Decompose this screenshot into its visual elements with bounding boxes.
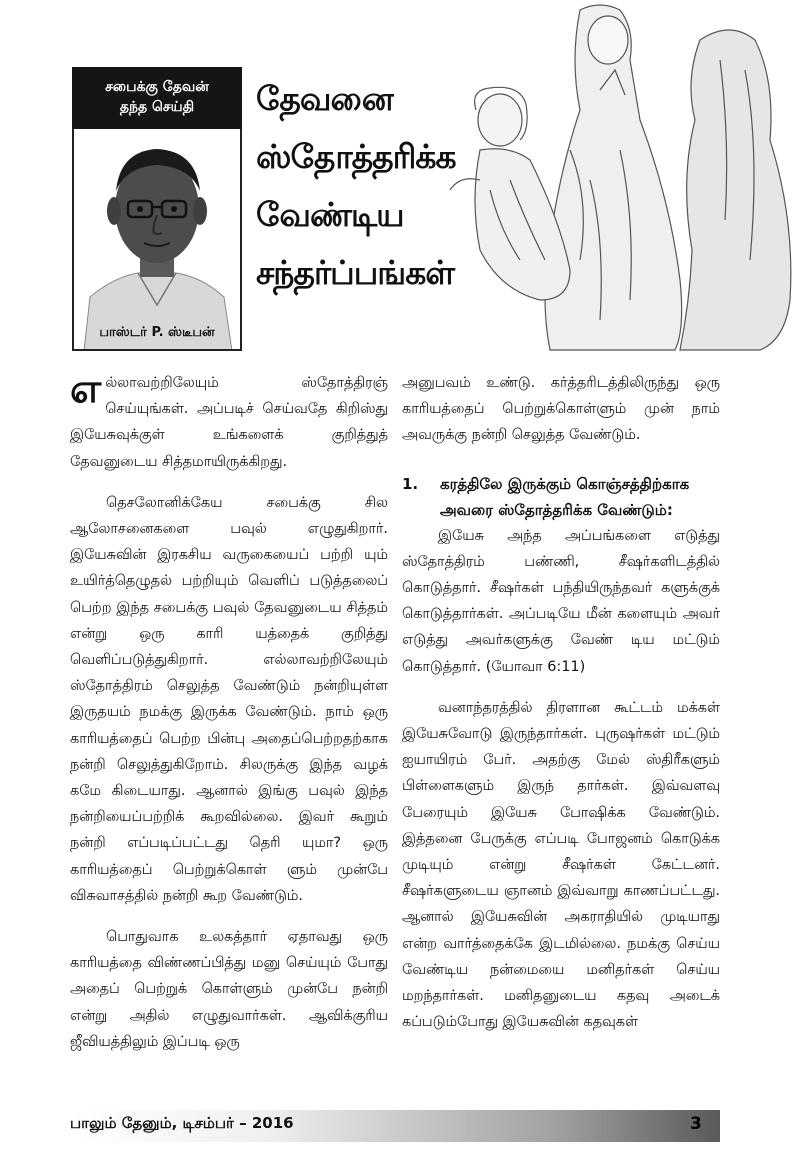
section-heading	[402, 471, 720, 523]
right-paragraph-3: வனாந்தரத்தில் திரளான கூட்டம் மக்கள் இயேசுவோடு இருந்தார்கள். புருஷர்கள் மட்டும் ஐயாயிரம் பேர். அதற்கு மேல் ஸ்திரீகளும் பிள்ளைகளும் இருந் தார்கள். இவ்வளவு பேரையும் இயேசு போஷிக்க வேண்டும். இத்தனை பேருக்கு எப்படி போஜனம் கொடுக்க முடியும் என்று சீஷர்கள் கேட்டனர். சீஷர்களுடைய ஞானம் இவ்வாறு காணப்பட்டது. ஆனால் இயேசுவின் அகராதியில் முடியாது என்ற வார்த்தைக்கே இடமில்லை. நமக்கு செய்ய வேண்டிய நன்மையை மனிதர்கள் செய்ய மறந்தார்கள். மனிதனுடைய கதவு அடைக் கப்படும்போது இயேசுவின் கதவுகள்	[402, 699, 720, 1031]
left-paragraph-2: தெசலோனிக்கேய சபைக்கு சில ஆலோசனைகளை பவுல் எழுதுகிறார். இயேசுவின் இரகசிய வருகையைப் பற்றி யும் உயிர்த்தெழுதல் பற்றியும் வெளிப் படுத்தலைப் பெற்ற இந்த சபைக்கு பவுல் தேவனுடைய சித்தம் என்று ஒரு காரி யத்தைக் குறித்து வெளிப்படுத்துகிறார். எல்லாவற்றிலேயும் ஸ்தோத்திரம் செலுத்த வேண்டும் நன்றியுள்ள இருதயம் நமக்கு இருக்க வேண்டும். நாம் ஒரு காரியத்தைப் பெற்ற பின்பு அதைப்பெற்றதற்காக நன்றி செலுத்துகிறோம். சிலருக்கு இந்த வழக் கமே கிடையாது. ஆனால் இங்கு பவுல் இந்த நன்றியைப்பற்றிக் கூறவில்லை. இவர் கூறும் நன்றி எப்படிப்பட்டது தெரி யுமா? ஒரு காரியத்தைப் பெற்றுக்கொள் ளும் முன்பே விசுவாசத்தில் நன்றி கூற வேண்டும்.	[70, 494, 388, 904]
headline-line-1: தேவனை	[256, 79, 393, 118]
left-paragraph-1	[70, 366, 388, 475]
right-column	[402, 370, 720, 1050]
left-column	[70, 366, 388, 1070]
left-paragraph-3: பொதுவாக உலகத்தார் ஏதாவது ஒரு காரியத்தை விண்ணப்பித்து மனு செய்யும் போது அதைப் பெற்றுக் கொள்ளும் முன்பே நன்றி என்று அதில் எழுதுவார்கள். ஆவிக்குரிய ஜீவியத்திலும் இப்படி ஒரு	[70, 929, 388, 1050]
headline-line-4: சந்தர்ப்பங்கள்	[256, 253, 455, 292]
footer-publication: பாலும் தேனும், டிசம்பர் – 2016	[70, 1114, 294, 1132]
headline-line-3: வேண்டிய	[256, 195, 404, 234]
right-paragraph-2: இயேசு அந்த அப்பங்களை எடுத்து ஸ்தோத்திரம் பண்ணி, சீஷர்களிடத்தில் கொடுத்தார். சீஷர்கள் பந்தியிருந்தவர் களுக்குக் கொடுத்தார்கள். அப்படியே மீன் களையும் அவர் எடுத்து அவர்களுக்கு வேண் டிய மட்டும் கொடுத்தார். (யோவா 6:11)	[402, 527, 720, 675]
drop-cap: எ	[70, 366, 102, 412]
section-number: 1.	[402, 474, 419, 493]
page-number: 3	[690, 1114, 702, 1134]
author-portrait-image	[74, 129, 240, 351]
column-badge-line1: சபைக்கு தேவன்	[105, 79, 209, 95]
praying-women-illustration	[430, 0, 803, 355]
right-paragraph-1: அனுபவம் உண்டு. கர்த்தரிடத்திலிருந்து ஒரு காரியத்தைப் பெற்றுக்கொள்ளும் முன் நாம் அவருக்கு நன்றி செலுத்த வேண்டும்.	[402, 375, 720, 444]
left-paragraph-1-text: ல்லாவற்றிலேயும் ஸ்தோத்திரஞ் செய்யுங்கள். அப்படிச் செய்வதே கிறிஸ்து இயேசுவுக்குள் உங்களைக் குறித்துத் தேவனுடைய சித்தமாயிருக்கிறது.	[70, 375, 388, 470]
author-name: பாஸ்டர் P. ஸ்டீபன்	[99, 325, 215, 340]
column-badge	[72, 67, 242, 129]
headline-line-2: ஸ்தோத்தரிக்க	[256, 137, 456, 176]
author-photo-box	[72, 129, 242, 351]
column-badge-line2: தந்த செய்தி	[119, 99, 195, 115]
section-title: கரத்திலே இருக்கும் கொஞ்சத்திற்காக அவரை ஸ்தோத்தரிக்க வேண்டும்:	[440, 474, 690, 519]
